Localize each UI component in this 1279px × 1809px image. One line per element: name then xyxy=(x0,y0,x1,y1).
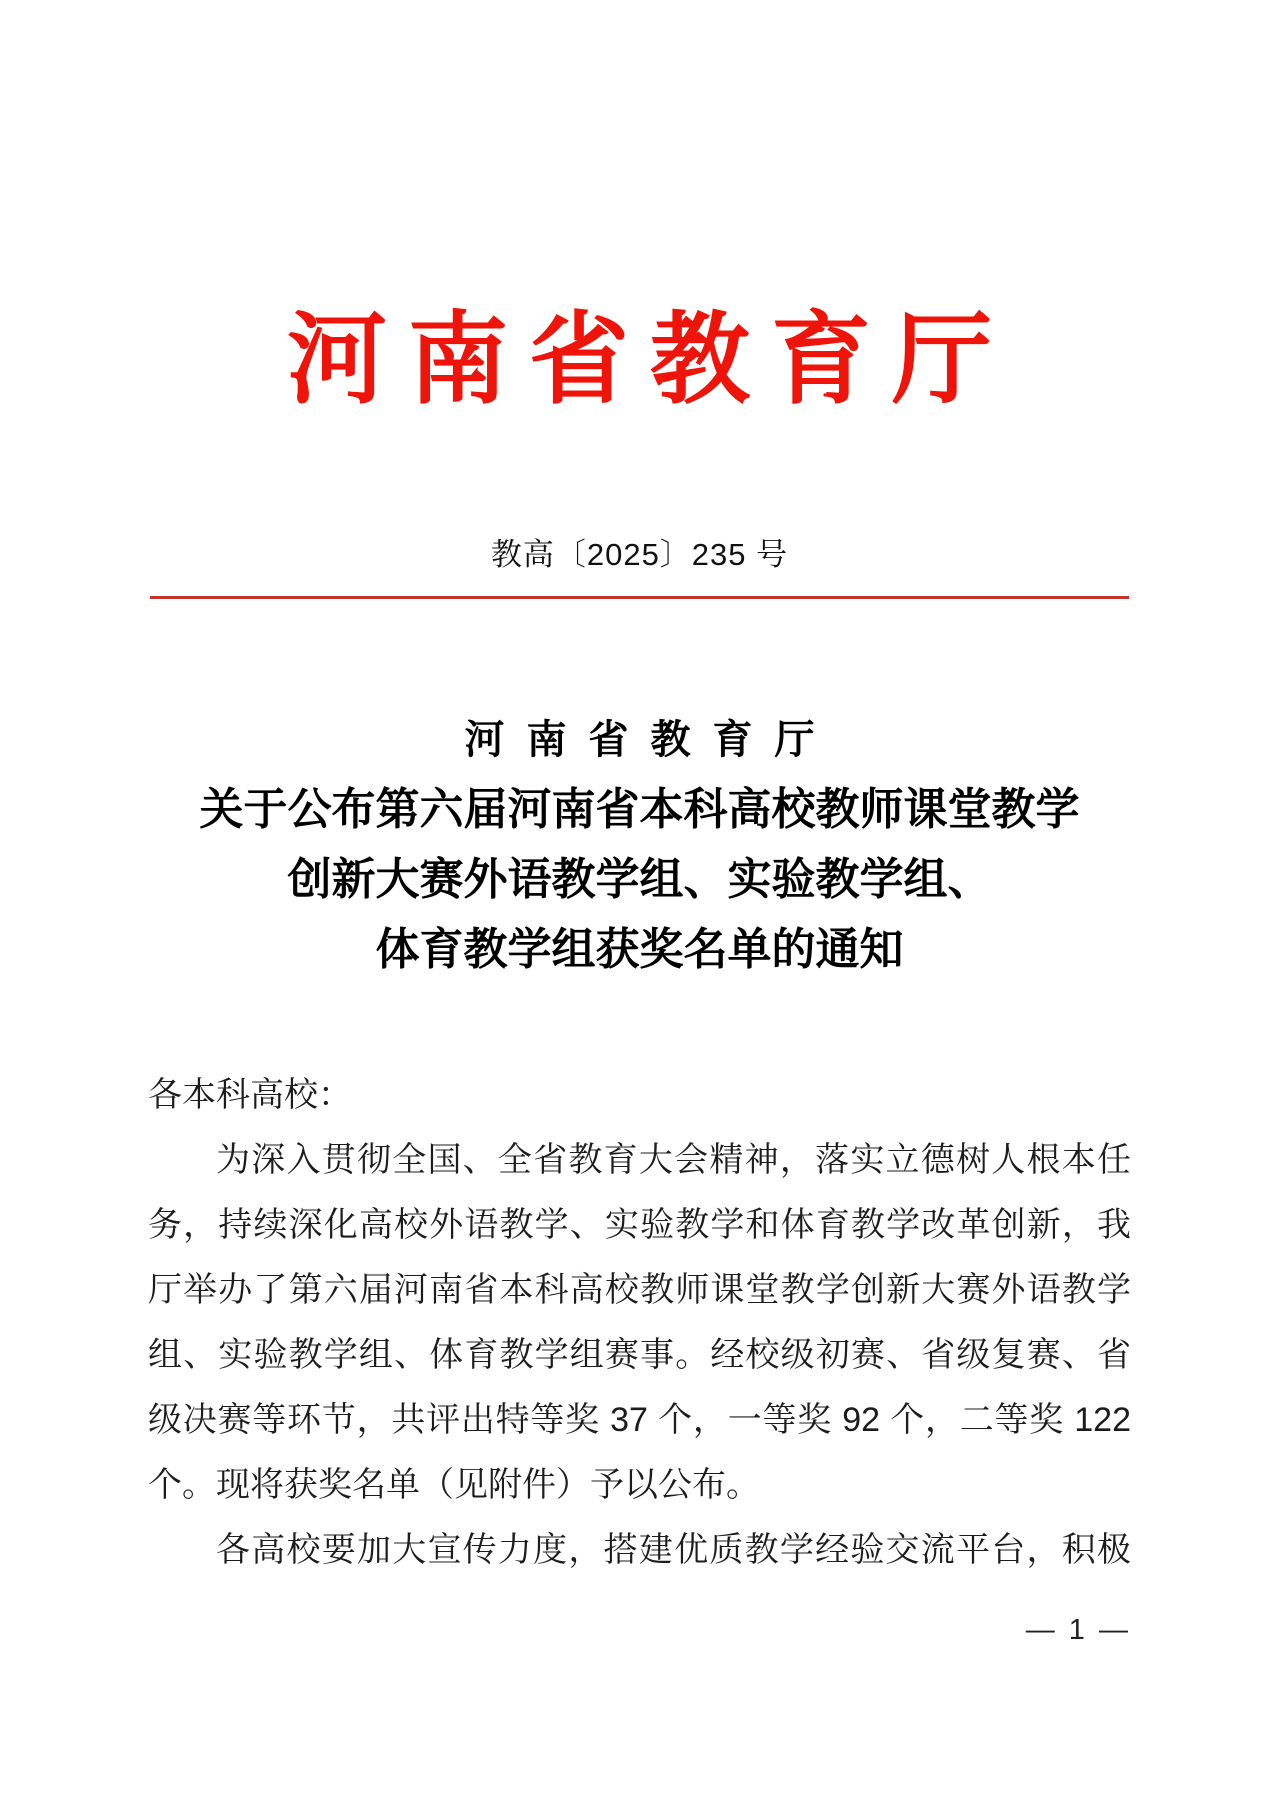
doc-number: 教高〔2025〕235 号 xyxy=(490,537,789,572)
salutation-line: 各本科高校： xyxy=(148,1076,352,1114)
body-line-6: 个。现将获奖名单（见附件）予以公布。 xyxy=(148,1466,760,1504)
body-line-4: 组、实验教学组、体育教学组赛事。经校级初赛、省级复赛、省 xyxy=(148,1336,1131,1374)
body-line-7: 各高校要加大宣传力度，搭建优质教学经验交流平台，积极 xyxy=(216,1531,1131,1569)
notice-title-line-3: 创新大赛外语教学组、实验教学组、 xyxy=(287,855,992,904)
notice-title-line-1: 河南省教育厅 xyxy=(464,718,837,762)
page-number: — 1 — xyxy=(1025,1614,1131,1646)
body-line-1: 为深入贯彻全国、全省教育大会精神，落实立德树人根本任 xyxy=(216,1141,1131,1179)
body-line-5: 级决赛等环节，共评出特等奖 37 个，一等奖 92 个，二等奖 122 xyxy=(148,1401,1131,1439)
notice-title-line-4: 体育教学组获奖名单的通知 xyxy=(375,925,904,974)
notice-body xyxy=(148,1063,1131,1583)
agency-masthead: 河南省教育厅 xyxy=(287,304,1013,416)
body-line-2: 务，持续深化高校外语教学、实验教学和体育教学改革创新，我 xyxy=(148,1206,1131,1244)
notice-title xyxy=(0,705,1279,985)
notice-title-line-2: 关于公布第六届河南省本科高校教师课堂教学 xyxy=(199,785,1080,834)
red-divider-line xyxy=(150,596,1129,599)
body-line-3: 厅举办了第六届河南省本科高校教师课堂教学创新大赛外语教学 xyxy=(148,1271,1131,1309)
